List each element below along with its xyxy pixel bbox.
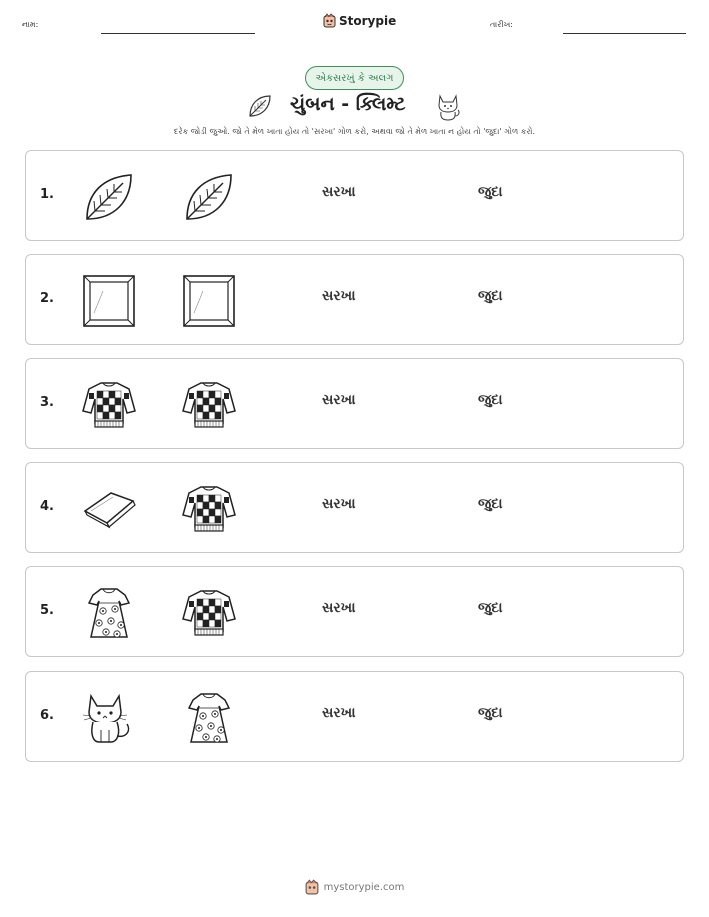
- different-option[interactable]: જુદા: [478, 705, 503, 721]
- name-label: નામ:: [22, 20, 39, 29]
- date-label: તારીખ:: [490, 20, 513, 29]
- title-row: [0, 92, 709, 124]
- different-option[interactable]: જુદા: [478, 288, 503, 304]
- same-option[interactable]: સરખા: [322, 184, 356, 200]
- flower-dress-icon: [81, 585, 137, 641]
- different-option[interactable]: જુદા: [478, 496, 503, 512]
- page-title: ચુંબન - ક્લિમ્ટ: [290, 93, 406, 115]
- checkered-sweater-icon: [181, 377, 237, 433]
- brand: [323, 13, 396, 28]
- same-option[interactable]: સરખા: [322, 288, 356, 304]
- different-option[interactable]: જુદા: [478, 392, 503, 408]
- footer: [0, 879, 709, 895]
- row-number: 4.: [40, 499, 54, 514]
- leaf-icon: [246, 92, 274, 120]
- name-field-line[interactable]: [101, 33, 255, 34]
- row-number: 2.: [40, 291, 54, 306]
- exercise-row: [25, 358, 684, 449]
- worksheet-type-badge: એકસરખું કે અલગ: [305, 66, 404, 90]
- storypie-logo-icon: [305, 879, 319, 895]
- same-option[interactable]: સરખા: [322, 600, 356, 616]
- brand-name: Storypie: [339, 13, 397, 28]
- leaf-icon: [181, 169, 237, 225]
- exercise-row: [25, 566, 684, 657]
- cat-icon: [81, 690, 137, 746]
- picture-frame-icon: [81, 273, 137, 329]
- different-option[interactable]: જુદા: [478, 184, 503, 200]
- flower-dress-icon: [181, 690, 237, 746]
- different-option[interactable]: જુદા: [478, 600, 503, 616]
- worksheet-header: [0, 0, 709, 50]
- same-option[interactable]: સરખા: [322, 496, 356, 512]
- leaf-icon: [81, 169, 137, 225]
- checkered-sweater-icon: [181, 481, 237, 537]
- date-field-line[interactable]: [563, 33, 686, 34]
- exercise-row: [25, 150, 684, 241]
- picture-frame-icon: [181, 273, 237, 329]
- checkered-sweater-icon: [181, 585, 237, 641]
- cloth-icon: [81, 481, 137, 537]
- same-option[interactable]: સરખા: [322, 392, 356, 408]
- checkered-sweater-icon: [81, 377, 137, 433]
- exercise-row: [25, 671, 684, 762]
- cat-icon: [434, 92, 462, 122]
- row-number: 3.: [40, 395, 54, 410]
- row-number: 1.: [40, 187, 54, 202]
- storypie-logo-icon: [323, 13, 336, 28]
- instructions: દરેક જોડી જુઓ. જો તે મેળ ખાતા હોય તો 'સરખા' ગોળ કરો, અથવા જો તે મેળ ખાતા ન હોય તો 'જુદા' ગોળ કરો.: [173, 127, 536, 136]
- row-number: 6.: [40, 708, 54, 723]
- same-option[interactable]: સરખા: [322, 705, 356, 721]
- exercise-row: [25, 254, 684, 345]
- footer-url[interactable]: mystorypie.com: [323, 881, 405, 893]
- exercise-row: [25, 462, 684, 553]
- row-number: 5.: [40, 603, 54, 618]
